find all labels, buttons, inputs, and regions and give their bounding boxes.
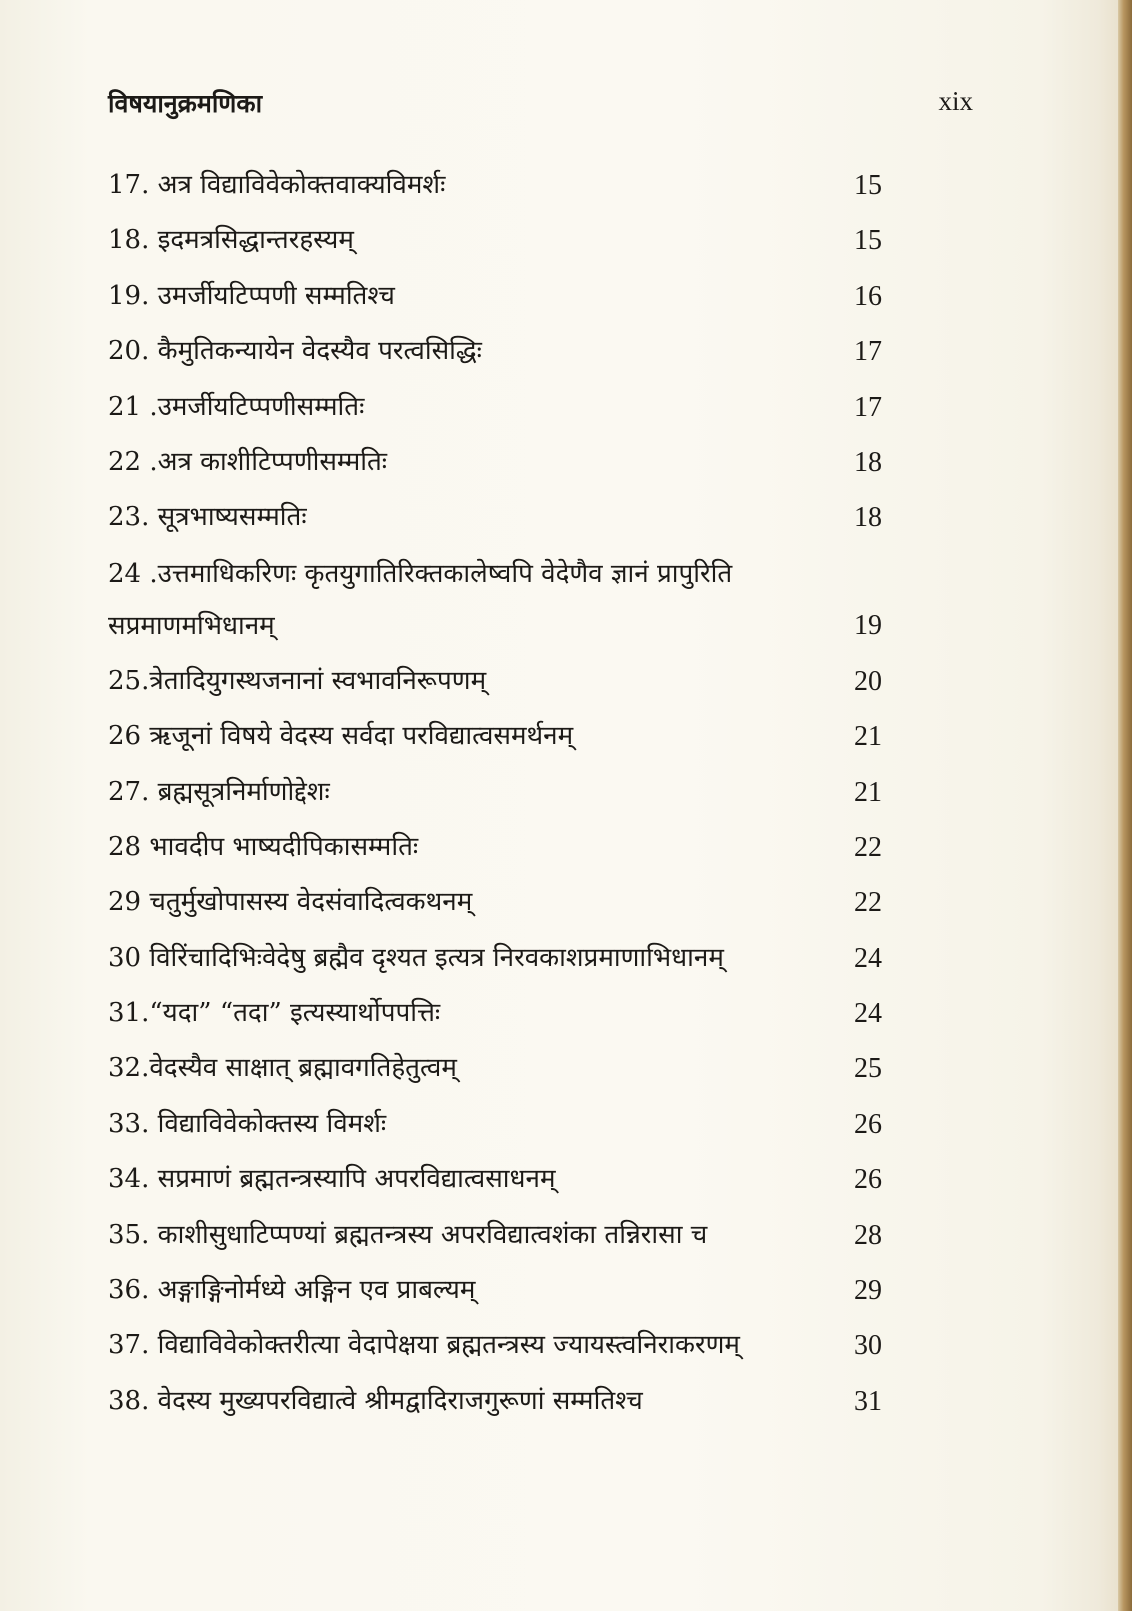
entry-page-number: 30: [854, 1330, 882, 1362]
entry-page-number: 18: [854, 446, 882, 478]
entry-title: 24 .उत्तमाधिकरिणः कृतयुगातिरिक्तकालेष्वपि वेदेणैव ज्ञानं प्रापुरिति सप्रमाणमभिधानम्: [108, 558, 733, 641]
toc-entry: [108, 986, 908, 1041]
toc-entry: [108, 490, 908, 545]
toc-entry: [108, 875, 908, 930]
entry-page-number: 24: [854, 998, 882, 1030]
entry-title: 27. ब्रह्मसूत्रनिर्माणोद्देशः: [108, 776, 330, 807]
entry-page-number: 28: [854, 1219, 882, 1251]
entry-page-number: 15: [854, 225, 882, 257]
toc-entry: [108, 820, 908, 875]
page-number: xix: [938, 86, 973, 116]
toc-entry: [108, 1097, 908, 1152]
entry-page-number: 24: [854, 942, 882, 974]
toc-entry: [108, 1041, 908, 1096]
entry-page-number: 17: [854, 336, 882, 368]
running-title: विषयानुक्रमणिका: [108, 89, 263, 118]
page-edge: [1118, 0, 1132, 1611]
toc-entry: [108, 546, 908, 654]
entry-title: 37. विद्याविवेकोक्तरीत्या वेदापेक्षया ब्रह्मतन्त्रस्य ज्यायस्त्वनिराकरणम्: [108, 1330, 740, 1361]
entry-title: 26 ऋजूनां विषये वेदस्य सर्वदा परविद्यात्वसमर्थनम्: [108, 721, 574, 752]
entry-page-number: 29: [854, 1275, 882, 1307]
entry-page-number: 15: [854, 169, 882, 201]
entry-page-number: 16: [854, 280, 882, 312]
toc-entry: [108, 435, 908, 490]
entry-title: 30 विरिंचादिभिःवेदेषु ब्रह्मैव दृश्यत इत्यत्र निरवकाशप्रमाणाभिधानम्: [108, 942, 724, 973]
toc-entry: [108, 380, 908, 435]
toc-entry: [108, 324, 908, 379]
toc-entry: [108, 1152, 908, 1207]
entry-title: 34. सप्रमाणं ब्रह्मतन्त्रस्यापि अपरविद्यात्वसाधनम्: [108, 1164, 556, 1195]
entry-page-number: 26: [854, 1108, 882, 1140]
toc-entry: [108, 213, 908, 268]
entry-title: 17. अत्र विद्याविवेकोक्तवाक्यविमर्शः: [108, 170, 446, 200]
entry-page-number: 21: [854, 721, 882, 753]
toc-entry: [108, 765, 908, 820]
entry-title: 38. वेदस्य मुख्यपरविद्यात्वे श्रीमद्वादिराजगुरूणां सम्मतिश्च: [108, 1385, 643, 1416]
entry-title: 36. अङ्गाङ्गिनोर्मध्ये अङ्गिन एव प्राबल्यम्: [108, 1275, 476, 1306]
entry-title: 32.वेदस्यैव साक्षात् ब्रह्मावगतिहेतुत्वम्: [108, 1053, 457, 1084]
toc-entry: [108, 1318, 908, 1373]
entry-page-number: 26: [854, 1164, 882, 1196]
toc-entry: [108, 269, 908, 324]
entry-title: 33. विद्याविवेकोक्तस्य विमर्शः: [108, 1108, 387, 1139]
entry-title: 19. उमर्जीयटिप्पणी सम्मतिश्च: [108, 280, 395, 311]
entry-page-number: 22: [854, 887, 882, 919]
entry-page-number: 20: [854, 665, 882, 697]
table-of-contents: [108, 158, 908, 1429]
entry-title: 22 .अत्र काशीटिप्पणीसम्मतिः: [108, 446, 388, 477]
entry-page-number: 17: [854, 391, 882, 423]
toc-entry: [108, 158, 908, 213]
entry-page-number: 22: [854, 831, 882, 863]
toc-entry: [108, 1263, 908, 1318]
entry-page-number: 21: [854, 776, 882, 808]
entry-title: 25.त्रेतादियुगस्थजनानां स्वभावनिरूपणम्: [108, 665, 487, 696]
entry-title: 20. कैमुतिकन्यायेन वेदस्यैव परत्वसिद्धिः: [108, 336, 482, 367]
entry-page-number: 18: [854, 502, 882, 534]
entry-page-number: 25: [854, 1053, 882, 1085]
page-header: [108, 86, 973, 130]
entry-title: 31.“यदा” “तदा” इत्यस्यार्थोपपत्तिः: [108, 998, 441, 1029]
toc-entry: [108, 709, 908, 764]
toc-entry: [108, 1208, 908, 1263]
toc-entry: [108, 654, 908, 709]
entry-page-number: 31: [854, 1385, 882, 1417]
entry-title: 23. सूत्रभाष्यसम्मतिः: [108, 502, 307, 533]
toc-entry: [108, 931, 908, 986]
entry-title: 21 .उमर्जीयटिप्पणीसम्मतिः: [108, 391, 365, 422]
entry-title: 28 भावदीप भाष्यदीपिकासम्मतिः: [108, 831, 419, 862]
entry-title: 18. इदमत्रसिद्धान्तरहस्यम्: [108, 225, 354, 256]
entry-title: 29 चतुर्मुखोपासस्य वेदसंवादित्वकथनम्: [108, 887, 473, 918]
entry-title: 35. काशीसुधाटिप्पण्यां ब्रह्मतन्त्रस्य अपरविद्यात्वशंका तन्निरासा च: [108, 1219, 708, 1250]
entry-page-number: 19: [854, 610, 882, 642]
toc-entry: [108, 1374, 908, 1429]
